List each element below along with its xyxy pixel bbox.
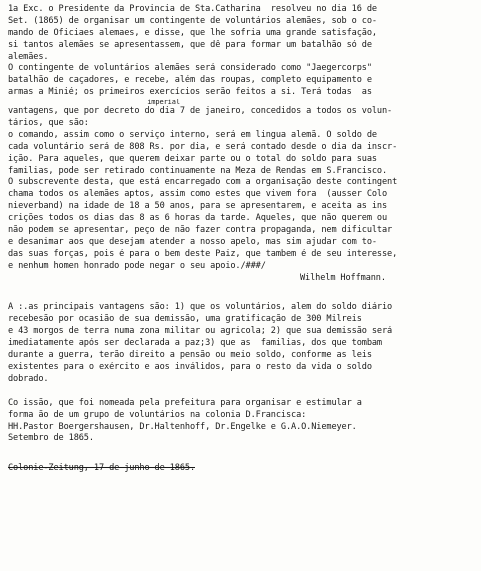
text-line: recebesão por ocasião de sua demissão, uma gratificação de 300 Milreis — [8, 314, 362, 325]
text-line: crições todos os dias das 8 as 6 horas da tarde. Aqueles, que não querem ou — [8, 213, 388, 224]
text-line: 1a Exc. o Presidente da Provincia de Sta.Catharina resolveu no dia 16 de — [8, 4, 377, 14]
text-line: Setembro de 1865. — [8, 433, 94, 444]
paragraph-command — [8, 130, 478, 178]
paragraph-advantages — [8, 302, 478, 385]
text-line: O subscreventе desta, que está encarregado com a organisação deste contingent — [8, 177, 398, 188]
interlinear-insertion: imperial — [8, 99, 180, 107]
text-line: nieverband) na idade de 18 a 50 anos, para se apresentarem, e aceita as ins — [8, 201, 388, 212]
paragraph-commission — [8, 398, 478, 446]
text-line: não podem se apresentar, peço de não fazer contra propaganda, nem dificultar — [8, 225, 393, 236]
text-line: das suas forças, pois é para o bem deste Paiz, que tambem é de seu interesse, — [8, 248, 398, 259]
text-line: O contingente de voluntários alemães será considerado como "Jaegercorps" — [8, 63, 372, 74]
text-line: ição. Para aqueles, que querem deixar parte ou o total do soldo para suas — [8, 153, 377, 164]
spacer — [8, 284, 478, 302]
text-line: cada voluntário será de 808 Rs. por dia, e será contado desde o dia da inscr- — [8, 141, 398, 152]
text-line: Co issão, que foi nomeada pela prefeitura para organisar e estimular a — [8, 397, 362, 408]
text-line: mando de Oficiaes alemaes, e disse, que lhe sofria uma grande satisfação, — [8, 27, 377, 38]
text-line: e nenhum homen honrado pode negar o seu apoio./###/ — [8, 260, 266, 271]
paragraph-decree — [8, 4, 478, 63]
source-citation: Colonie-Zeitung, 17 de junho de 1865. — [8, 463, 195, 474]
text-line: armas a Minié; os primeiros exercícios serão feitos a si. Terá todas as — [8, 87, 372, 98]
paragraph-contingent — [8, 63, 478, 129]
text-line: chama todos os alemães aptos, assim como estes que vivem fora (ausser Colo — [8, 189, 388, 200]
text-line: e 43 morgos de terra numa zona militar ou agricola; 2) que sua demissão será — [8, 326, 393, 337]
spacer — [8, 386, 478, 398]
spacer — [8, 445, 478, 463]
document-text — [8, 4, 478, 475]
text-line: durante a guerra, terão direito a pensão ou meio soldo, conforme as leis — [8, 350, 372, 361]
text-line: e desanimar aos que desejam atender a nosso apelo, mas sim ajudar com to- — [8, 236, 377, 247]
text-line: alemães. — [8, 51, 49, 62]
text-line: Set. (1865) de organisar um contingente de voluntários alemães, sob o co- — [8, 15, 377, 26]
signature: Wilhelm Hoffmann. — [300, 272, 386, 283]
text-line: batalhão de caçadores, e recebe, além das roupas, completo equipamento e — [8, 75, 372, 86]
text-line: familias, pode ser retirado continuamente na Meza de Rendas em S.Francisco. — [8, 165, 388, 176]
text-line: vantagens, que por decreto do dia 7 de janeiro, concedidos a todos os volun- — [8, 106, 393, 117]
text-line: HH.Pastor Boergershausen, Dr.Haltenhoff, Dr.Engelke e G.A.O.Niemeyer. — [8, 421, 357, 432]
text-line: A :.as principais vantagens são: 1) que os voluntários, alem do soldo diário — [8, 302, 393, 313]
text-line: dobrado. — [8, 373, 49, 384]
text-line: o comando, assim como o serviço interno, será em lingua alemã. O soldo de — [8, 129, 377, 140]
text-line: si tantos alemães se apresentassem, que dê para formar um batalhão só de — [8, 39, 372, 50]
text-line: existentes para o exército e aos inválidos, para o resto da vida o soldo — [8, 361, 372, 372]
text-line: tários, que são: — [8, 118, 89, 129]
paragraph-appeal — [8, 177, 478, 284]
text-line: imediatamente após ser declarada a paz;3) que as familias, dos que tombam — [8, 338, 382, 349]
text-line: forma ão de um grupo de voluntários na colonia D.Francisca: — [8, 409, 307, 420]
